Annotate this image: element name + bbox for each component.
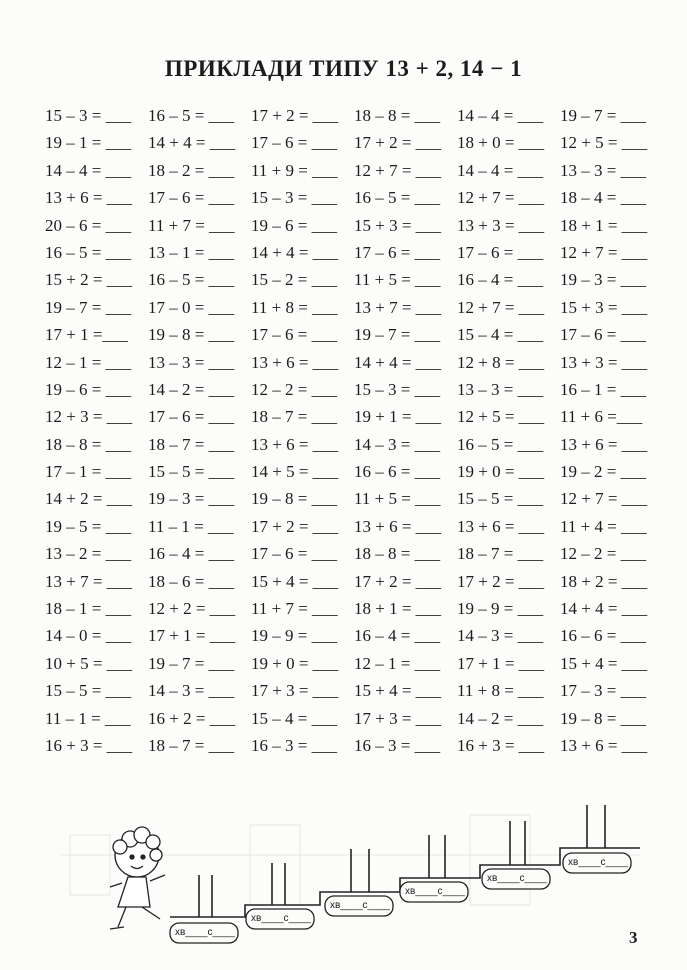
exercise-item: 11 + 5 = ___ <box>354 270 441 290</box>
exercise-item: 19 – 1 = ___ <box>45 133 132 153</box>
exercise-item: 15 – 2 = ___ <box>251 270 338 290</box>
exercise-item: 15 + 4 = ___ <box>560 653 648 673</box>
exercise-item: 10 + 5 = ___ <box>45 653 133 673</box>
exercise-item: 17 – 6 = ___ <box>354 242 441 262</box>
exercise-item: 12 – 1 = ___ <box>354 653 441 673</box>
exercise-item: 19 – 8 = ___ <box>251 489 338 509</box>
exercise-item: 12 – 2 = ___ <box>560 544 647 564</box>
exercise-item: 18 + 1 = ___ <box>560 215 648 235</box>
exercise-item: 17 – 0 = ___ <box>148 297 235 317</box>
exercise-item: 18 – 7 = ___ <box>251 407 338 427</box>
page-number: 3 <box>629 928 638 947</box>
exercise-item: 14 + 4 = ___ <box>148 133 236 153</box>
exercise-item: 14 – 3 = ___ <box>148 681 235 701</box>
exercise-item: 16 – 4 = ___ <box>457 270 544 290</box>
exercise-item: 15 + 4 = ___ <box>251 571 339 591</box>
exercise-item: 15 – 3 = ___ <box>251 188 338 208</box>
exercise-item: 18 – 6 = ___ <box>148 571 235 591</box>
exercise-item: 14 – 3 = ___ <box>457 626 544 646</box>
exercise-item: 17 + 1 =___ <box>45 325 128 345</box>
exercise-item: 14 – 4 = ___ <box>45 160 132 180</box>
exercise-item: 14 + 5 = ___ <box>251 462 339 482</box>
exercise-item: 16 – 3 = ___ <box>354 735 441 755</box>
cartoon-character-illustration <box>110 827 165 929</box>
exercise-item: 15 – 4 = ___ <box>251 708 338 728</box>
exercise-item: 16 + 3 = ___ <box>45 735 133 755</box>
exercise-item: 19 – 3 = ___ <box>148 489 235 509</box>
exercise-item: 16 – 5 = ___ <box>354 188 441 208</box>
exercise-item: 13 + 6 = ___ <box>45 188 133 208</box>
exercise-item: 17 – 1 = ___ <box>45 462 132 482</box>
exercise-item: 19 + 1 = ___ <box>354 407 442 427</box>
step-label-boxes <box>170 853 631 943</box>
exercise-item: 18 – 8 = ___ <box>354 544 441 564</box>
exercise-item: 20 – 6 = ___ <box>45 215 132 235</box>
exercise-item: 13 – 3 = ___ <box>457 379 544 399</box>
exercise-item: 14 – 4 = ___ <box>457 160 544 180</box>
exercise-item: 16 – 6 = ___ <box>560 626 647 646</box>
exercise-item: 19 – 7 = ___ <box>354 325 441 345</box>
exercise-item: 18 – 7 = ___ <box>148 735 235 755</box>
exercise-item: 18 – 8 = ___ <box>354 106 441 125</box>
exercise-item: 12 + 5 = ___ <box>457 407 545 427</box>
exercise-item: 16 – 4 = ___ <box>148 544 235 564</box>
exercise-item: 12 + 2 = ___ <box>148 599 236 619</box>
exercise-item: 12 + 7 = ___ <box>560 242 648 262</box>
exercise-item: 17 + 2 = ___ <box>251 516 339 536</box>
exercise-item: 16 + 2 = ___ <box>148 708 236 728</box>
exercise-item: 17 + 3 = ___ <box>251 681 339 701</box>
exercise-item: 13 + 6 = ___ <box>251 434 339 454</box>
exercise-item: 13 – 1 = ___ <box>148 242 235 262</box>
exercise-item: 18 + 2 = ___ <box>560 571 648 591</box>
exercise-item: 11 + 5 = ___ <box>354 489 441 509</box>
exercise-item: 12 + 7 = ___ <box>560 489 648 509</box>
exercise-item: 13 + 3 = ___ <box>560 352 648 372</box>
exercise-item: 15 + 3 = ___ <box>354 215 442 235</box>
exercise-item: 13 + 3 = ___ <box>457 215 545 235</box>
exercise-item: 18 – 7 = ___ <box>457 544 544 564</box>
exercise-item: 17 – 6 = ___ <box>251 325 338 345</box>
time-label-6: хв____с____ <box>568 857 628 868</box>
exercise-item: 18 – 4 = ___ <box>560 188 647 208</box>
exercise-item: 19 – 3 = ___ <box>560 270 647 290</box>
exercise-item: 11 + 8 = ___ <box>251 297 338 317</box>
exercise-item: 19 – 7 = ___ <box>45 297 132 317</box>
exercise-item: 15 – 4 = ___ <box>457 325 544 345</box>
exercise-item: 14 – 0 = ___ <box>45 626 132 646</box>
exercise-item: 13 + 6 = ___ <box>354 516 442 536</box>
exercise-item: 13 – 3 = ___ <box>148 352 235 372</box>
exercise-item: 11 + 7 = ___ <box>251 599 338 619</box>
exercise-item: 15 + 2 = ___ <box>45 270 133 290</box>
exercise-item: 19 – 6 = ___ <box>45 379 132 399</box>
exercise-item: 16 – 5 = ___ <box>45 242 132 262</box>
exercise-item: 15 – 5 = ___ <box>457 489 544 509</box>
exercise-item: 12 + 7 = ___ <box>354 160 442 180</box>
exercise-item: 19 – 7 = ___ <box>148 653 235 673</box>
exercise-item: 11 + 6 =___ <box>560 407 643 427</box>
abacus-bars <box>199 805 605 917</box>
exercise-item: 17 – 6 = ___ <box>457 242 544 262</box>
exercise-item: 14 + 4 = ___ <box>251 242 339 262</box>
exercise-item: 19 – 6 = ___ <box>251 215 338 235</box>
exercise-item: 14 – 3 = ___ <box>354 434 441 454</box>
exercise-item: 13 + 6 = ___ <box>560 735 648 755</box>
exercise-item: 18 – 1 = ___ <box>45 599 132 619</box>
exercise-item: 19 – 9 = ___ <box>457 599 544 619</box>
exercise-item: 17 – 6 = ___ <box>148 407 235 427</box>
exercise-item: 19 + 0 = ___ <box>457 462 545 482</box>
exercise-item: 12 – 2 = ___ <box>251 379 338 399</box>
exercise-item: 17 + 1 = ___ <box>457 653 545 673</box>
exercise-item: 17 – 3 = ___ <box>560 681 647 701</box>
staircase-illustration <box>0 795 687 955</box>
exercise-item: 12 + 3 = ___ <box>45 407 133 427</box>
exercise-item: 17 – 6 = ___ <box>148 188 235 208</box>
exercise-item: 17 – 6 = ___ <box>251 133 338 153</box>
exercise-item: 17 + 2 = ___ <box>354 133 442 153</box>
exercise-item: 16 – 5 = ___ <box>148 106 235 125</box>
exercise-item: 16 – 3 = ___ <box>251 735 338 755</box>
exercise-item: 18 + 0 = ___ <box>457 133 545 153</box>
exercise-item: 12 + 7 = ___ <box>457 297 545 317</box>
exercise-item: 13 + 6 = ___ <box>560 434 648 454</box>
exercise-item: 14 + 2 = ___ <box>45 489 133 509</box>
exercise-grid <box>45 102 663 759</box>
exercise-item: 19 – 8 = ___ <box>560 708 647 728</box>
exercise-item: 11 – 1 = ___ <box>45 708 131 728</box>
exercise-item: 14 – 2 = ___ <box>457 708 544 728</box>
time-label-1: хв____с____ <box>175 927 235 938</box>
exercise-item: 14 – 2 = ___ <box>148 379 235 399</box>
exercise-item: 11 + 9 = ___ <box>251 160 338 180</box>
exercise-item: 17 – 6 = ___ <box>560 325 647 345</box>
page-title: ПРИКЛАДИ ТИПУ 13 + 2, 14 − 1 <box>164 56 523 81</box>
exercise-item: 16 – 1 = ___ <box>560 379 647 399</box>
time-label-4: хв____с____ <box>405 886 465 897</box>
exercise-item: 11 – 1 = ___ <box>148 516 234 536</box>
exercise-item: 19 – 9 = ___ <box>251 626 338 646</box>
exercise-item: 15 – 5 = ___ <box>45 681 132 701</box>
exercise-item: 19 – 7 = ___ <box>560 106 647 125</box>
exercise-item: 13 + 6 = ___ <box>251 352 339 372</box>
exercise-item: 14 + 4 = ___ <box>560 599 648 619</box>
exercise-item: 11 + 7 = ___ <box>148 215 235 235</box>
exercise-item: 12 – 1 = ___ <box>45 352 132 372</box>
exercise-item: 16 + 3 = ___ <box>457 735 545 755</box>
exercise-item: 14 – 4 = ___ <box>457 106 544 125</box>
exercise-item: 19 – 5 = ___ <box>45 516 132 536</box>
exercise-item: 17 + 1 = ___ <box>148 626 236 646</box>
exercise-item: 19 – 2 = ___ <box>560 462 647 482</box>
exercise-item: 18 + 1 = ___ <box>354 599 442 619</box>
exercise-item: 14 + 4 = ___ <box>354 352 442 372</box>
exercise-item: 12 + 5 = ___ <box>560 133 648 153</box>
exercise-item: 16 – 5 = ___ <box>457 434 544 454</box>
exercise-item: 17 + 3 = ___ <box>354 708 442 728</box>
time-label-3: хв____с____ <box>330 900 390 911</box>
time-label-2: хв____с____ <box>251 913 311 924</box>
exercise-item: 13 – 3 = ___ <box>560 160 647 180</box>
exercise-item: 12 + 8 = ___ <box>457 352 545 372</box>
exercise-item: 17 + 2 = ___ <box>251 106 339 125</box>
exercise-item: 13 – 2 = ___ <box>45 544 132 564</box>
exercise-item: 16 – 5 = ___ <box>148 270 235 290</box>
exercise-item: 11 + 8 = ___ <box>457 681 544 701</box>
exercise-item: 19 – 8 = ___ <box>148 325 235 345</box>
exercise-item: 19 + 0 = ___ <box>251 653 339 673</box>
exercise-item: 17 + 2 = ___ <box>354 571 442 591</box>
exercise-item: 15 – 3 = ___ <box>354 379 441 399</box>
exercise-item: 15 – 5 = ___ <box>148 462 235 482</box>
exercise-item: 11 + 4 = ___ <box>560 516 647 536</box>
exercise-item: 18 – 7 = ___ <box>148 434 235 454</box>
exercise-item: 15 – 3 = ___ <box>45 106 132 125</box>
exercise-item: 15 + 3 = ___ <box>560 297 648 317</box>
time-label-5: хв____с____ <box>487 873 547 884</box>
exercise-item: 16 – 6 = ___ <box>354 462 441 482</box>
exercise-item: 13 + 6 = ___ <box>457 516 545 536</box>
exercise-item: 17 – 6 = ___ <box>251 544 338 564</box>
exercise-item: 12 + 7 = ___ <box>457 188 545 208</box>
exercise-item: 18 – 2 = ___ <box>148 160 235 180</box>
exercise-item: 13 + 7 = ___ <box>45 571 133 591</box>
exercise-item: 16 – 4 = ___ <box>354 626 441 646</box>
exercise-item: 18 – 8 = ___ <box>45 434 132 454</box>
exercise-item: 15 + 4 = ___ <box>354 681 442 701</box>
exercise-item: 17 + 2 = ___ <box>457 571 545 591</box>
exercise-item: 13 + 7 = ___ <box>354 297 442 317</box>
